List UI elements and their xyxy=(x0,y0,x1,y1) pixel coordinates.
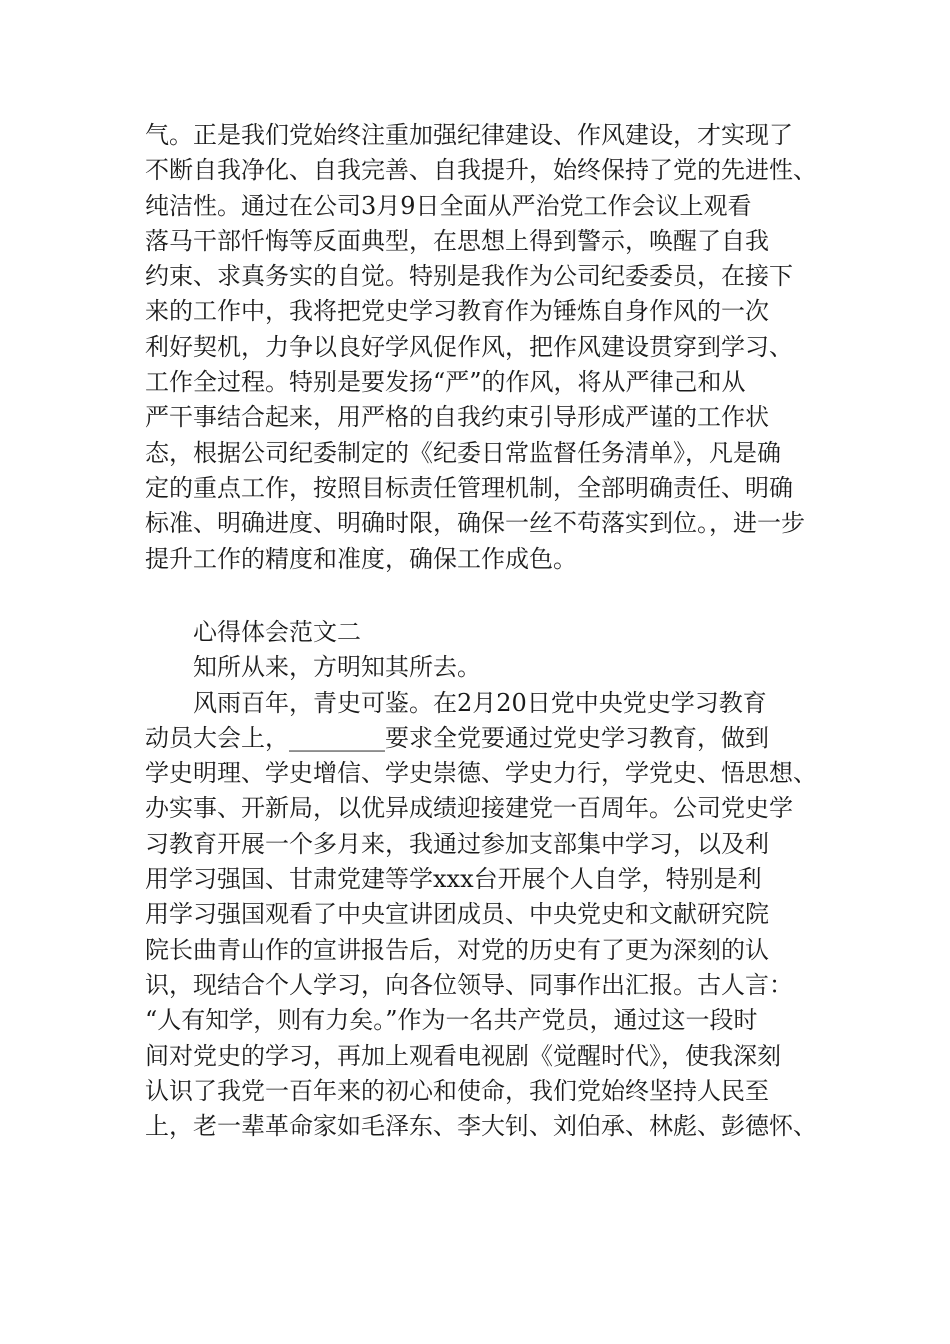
paragraph-line: 标准、明确进度、明确时限，确保一丝不苟落实到位。，进一步 xyxy=(145,509,805,538)
paragraph-1 xyxy=(145,118,815,577)
paragraph-line: 来的工作中，我将把党史学习教育作为锤炼自身作风的一次 xyxy=(145,297,769,326)
paragraph-line: 学史明理、学史增信、学史崇德、学史力行，学党史、悟思想、 xyxy=(145,759,817,788)
paragraph-line: 提升工作的精度和准度，确保工作成色。 xyxy=(145,544,577,573)
paragraph-line: 认识了我党一百年来的初心和使命，我们党始终坚持人民至 xyxy=(145,1076,769,1105)
section-subtitle: 知所从来，方明知其所去。 xyxy=(193,653,481,682)
paragraph-line: 纯洁性。通过在公司3月9日全面从严治党工作会议上观看 xyxy=(145,191,752,220)
paragraph-line: 用学习强国观看了中央宣讲团成员、中央党史和文献研究院 xyxy=(145,900,769,929)
paragraph-line: 利好契机，力争以良好学风促作风，把作风建设贯穿到学习、 xyxy=(145,332,793,361)
paragraph-line: 风雨百年，青史可鉴。在2月20日党中央党史学习教育 xyxy=(193,688,767,717)
paragraph-line: 办实事、开新局，以优异成绩迎接建党一百周年。公司党史学 xyxy=(145,794,793,823)
paragraph-line: 间对党史的学习，再加上观看电视剧《觉醒时代》，使我深刻 xyxy=(145,1041,781,1070)
paragraph-line: 不断自我净化、自我完善、自我提升，始终保持了党的先进性、 xyxy=(145,156,817,185)
paragraph-line: 气。正是我们党始终注重加强纪律建设、作风建设，才实现了 xyxy=(145,121,793,149)
paragraph-line: 工作全过程。特别是要发扬“严”的作风，将从严律己和从 xyxy=(145,368,746,397)
paragraph-line: 用学习强国、甘肃党建等学xxx台开展个人自学，特别是利 xyxy=(145,865,762,894)
paragraph-line: 定的重点工作，按照目标责任管理机制，全部明确责任、明确 xyxy=(145,473,793,502)
section-2 xyxy=(145,615,815,1144)
paragraph-line: 严干事结合起来，用严格的自我约束引导形成严谨的工作状 xyxy=(145,403,769,432)
section-heading: 心得体会范文二 xyxy=(193,618,361,646)
paragraph-line: 动员大会上，________要求全党要通过党史学习教育，做到 xyxy=(145,723,769,752)
paragraph-line: 约束、求真务实的自觉。特别是我作为公司纪委委员，在接下 xyxy=(145,262,793,291)
paragraph-line: 习教育开展一个多月来，我通过参加支部集中学习，以及利 xyxy=(145,829,769,858)
paragraph-line: “人有知学，则有力矣。”作为一名共产党员，通过这一段时 xyxy=(145,1006,758,1035)
paragraph-line: 上，老一辈革命家如毛泽东、李大钊、刘伯承、林彪、彭德怀、 xyxy=(145,1112,817,1141)
paragraph-line: 落马干部忏悔等反面典型，在思想上得到警示，唤醒了自我 xyxy=(145,226,769,255)
paragraph-line: 识，现结合个人学习，向各位领导、同事作出汇报。古人言： xyxy=(145,970,793,999)
paragraph-line: 态，根据公司纪委制定的《纪委日常监督任务清单》，凡是确 xyxy=(145,438,781,467)
paragraph-line: 院长曲青山作的宣讲报告后，对党的历史有了更为深刻的认 xyxy=(145,935,769,964)
